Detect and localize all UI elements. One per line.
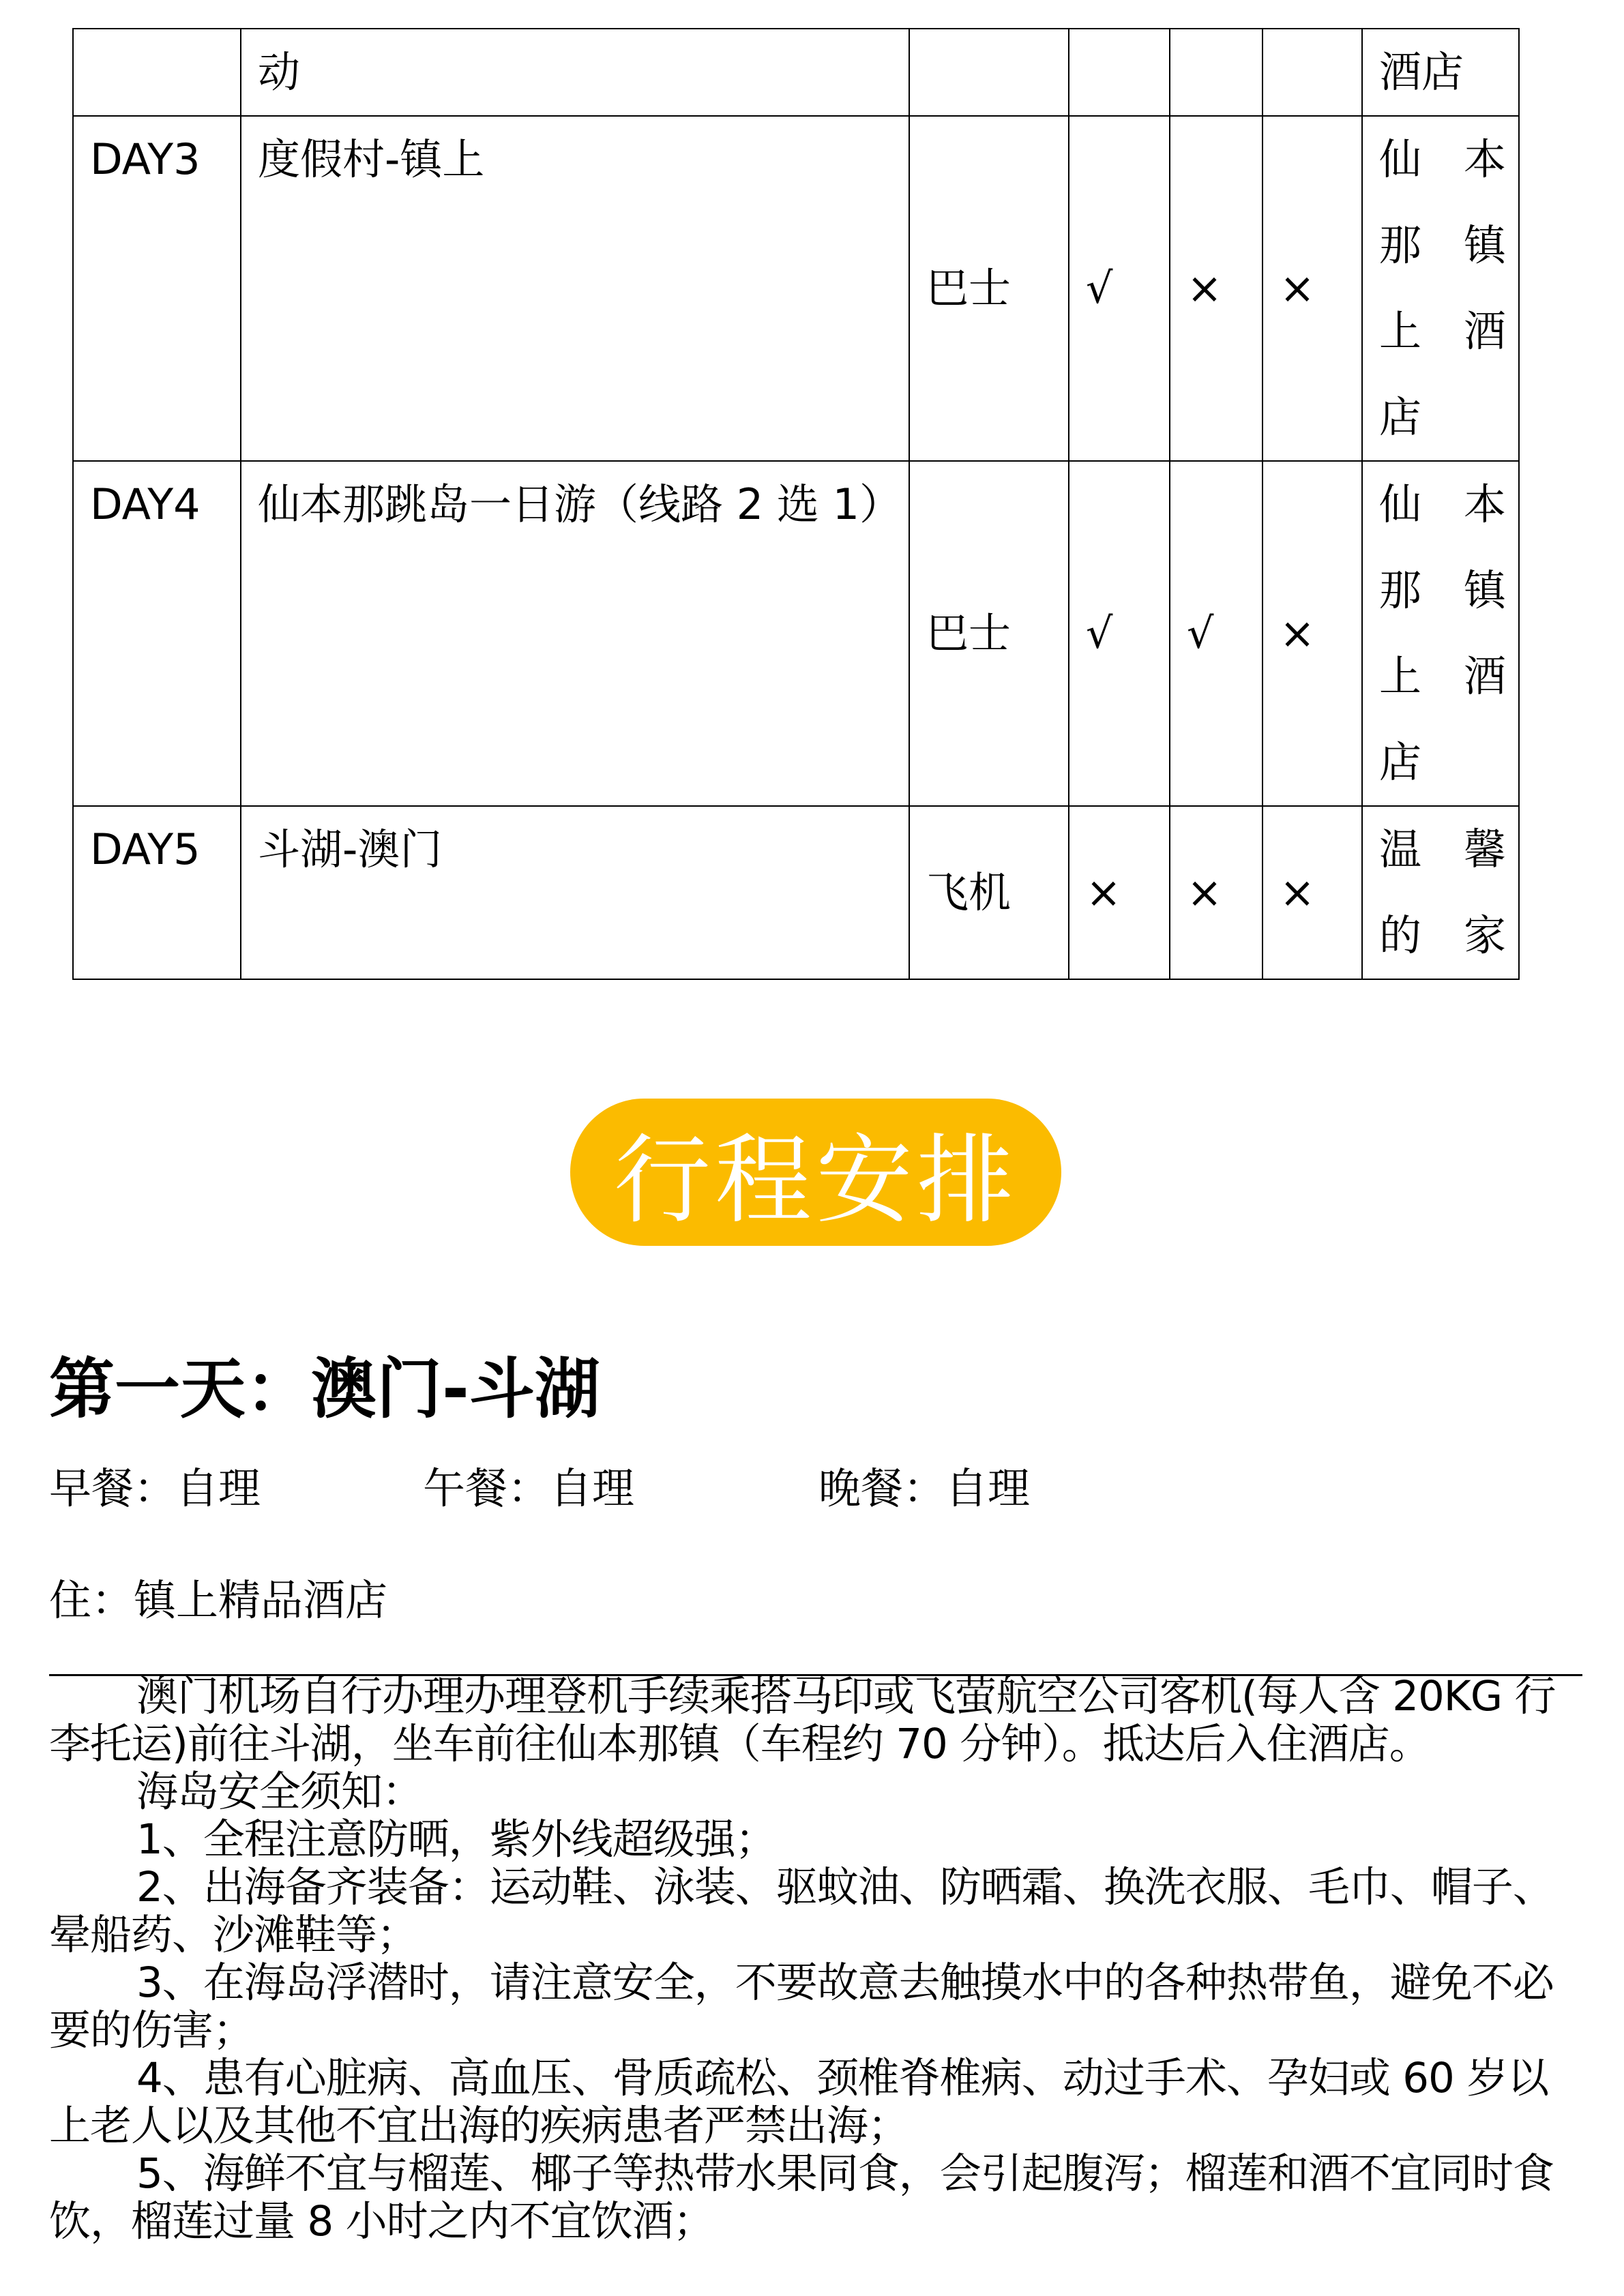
hotel-char: 酒: [1463, 306, 1506, 356]
hotel-char: 镇: [1463, 565, 1506, 615]
hotel-cell: [1362, 806, 1519, 979]
hotel-char: 镇: [1463, 220, 1506, 270]
dinner-cell: ×: [1263, 806, 1362, 979]
hotel-char: 酒: [1463, 651, 1506, 701]
hotel-char: 店: [1379, 737, 1422, 787]
hotel-char: 家: [1463, 910, 1506, 960]
hotel-char: 那: [1379, 220, 1422, 270]
hotel-char: 本: [1463, 134, 1506, 184]
transport-cell: 巴士: [909, 461, 1069, 806]
hotel-char: 的: [1379, 910, 1422, 960]
hotel-char: 上: [1379, 306, 1422, 356]
breakfast-cell: ×: [1069, 806, 1170, 979]
accommodation: 住：镇上精品酒店: [49, 1575, 388, 1625]
dinner-cell: ×: [1263, 461, 1362, 806]
breakfast-cell: √: [1069, 461, 1170, 806]
list-item: 1、全程注意防晒，紫外线超级强；: [136, 1815, 776, 1864]
table-row: [73, 116, 1519, 461]
hotel-cell: [1362, 461, 1519, 806]
itinerary-table: [72, 28, 1520, 980]
paragraph: 澳门机场自行办理办理登机手续乘搭马印或飞萤航空公司客机(每人含 20KG 行李托运)前往斗湖，坐车前往仙本那镇（车程约 70 分钟）。抵达后入住酒店。: [49, 1672, 1556, 1768]
meal-breakfast: 早餐：自理: [49, 1463, 261, 1513]
list-item: 4、患有心脏病、高血压、骨质疏松、颈椎脊椎病、动过手术、孕妇或 60 岁以上老人以及其他不宜出海的疾病患者严禁出海；: [49, 2054, 1549, 2150]
day-cell: DAY5: [73, 806, 241, 979]
day-title: 第一天：澳门-斗湖: [49, 1351, 600, 1427]
hotel-cell: [1362, 116, 1519, 461]
hotel-char: 店: [1379, 392, 1422, 442]
transport-cell: 飞机: [909, 806, 1069, 979]
cell-hotel-tail: 酒店: [1362, 29, 1519, 116]
cell-empty: [1170, 29, 1263, 116]
day-description: [49, 1673, 1582, 2246]
meal-lunch: 午餐：自理: [423, 1463, 635, 1513]
breakfast-cell: √: [1069, 116, 1170, 461]
route-cell: 斗湖-澳门: [241, 806, 909, 979]
dinner-cell: ×: [1263, 116, 1362, 461]
section-pill-heading: 行程安排: [570, 1099, 1061, 1246]
lunch-cell: ×: [1170, 806, 1263, 979]
table-row-header-tail: [73, 29, 1519, 116]
list-item: 2、出海备齐装备：运动鞋、泳装、驱蚊油、防晒霜、换洗衣服、毛巾、帽子、晕船药、沙滩鞋等；: [49, 1863, 1554, 1959]
day-cell: DAY3: [73, 116, 241, 461]
hotel-char: 仙: [1379, 479, 1422, 529]
paragraph: 海岛安全须知：: [136, 1768, 424, 1816]
cell-empty: [1263, 29, 1362, 116]
transport-cell: 巴士: [909, 116, 1069, 461]
hotel-char: 本: [1463, 479, 1506, 529]
table-row: [73, 806, 1519, 979]
cell-activity-tail: 动: [241, 29, 909, 116]
lunch-cell: ×: [1170, 116, 1263, 461]
hotel-char: 馨: [1463, 824, 1506, 874]
route-cell: 仙本那跳岛一日游（线路 2 选 1）: [241, 461, 909, 806]
list-item: 5、海鲜不宜与榴莲、椰子等热带水果同食，会引起腹泻；榴莲和酒不宜同时食饮，榴莲过量 8 小时之内不宜饮酒；: [49, 2149, 1554, 2246]
cell-empty: [909, 29, 1069, 116]
table-row: [73, 461, 1519, 806]
hotel-char: 仙: [1379, 134, 1422, 184]
list-item: 3、在海岛浮潜时，请注意安全，不要故意去触摸水中的各种热带鱼，避免不必要的伤害；: [49, 1958, 1554, 2055]
hotel-char: 温: [1379, 824, 1422, 874]
cell-empty: [73, 29, 241, 116]
meal-dinner: 晚餐：自理: [818, 1463, 1031, 1513]
hotel-char: 上: [1379, 651, 1422, 701]
lunch-cell: √: [1170, 461, 1263, 806]
day-cell: DAY4: [73, 461, 241, 806]
hotel-char: 那: [1379, 565, 1422, 615]
cell-empty: [1069, 29, 1170, 116]
route-cell: 度假村-镇上: [241, 116, 909, 461]
